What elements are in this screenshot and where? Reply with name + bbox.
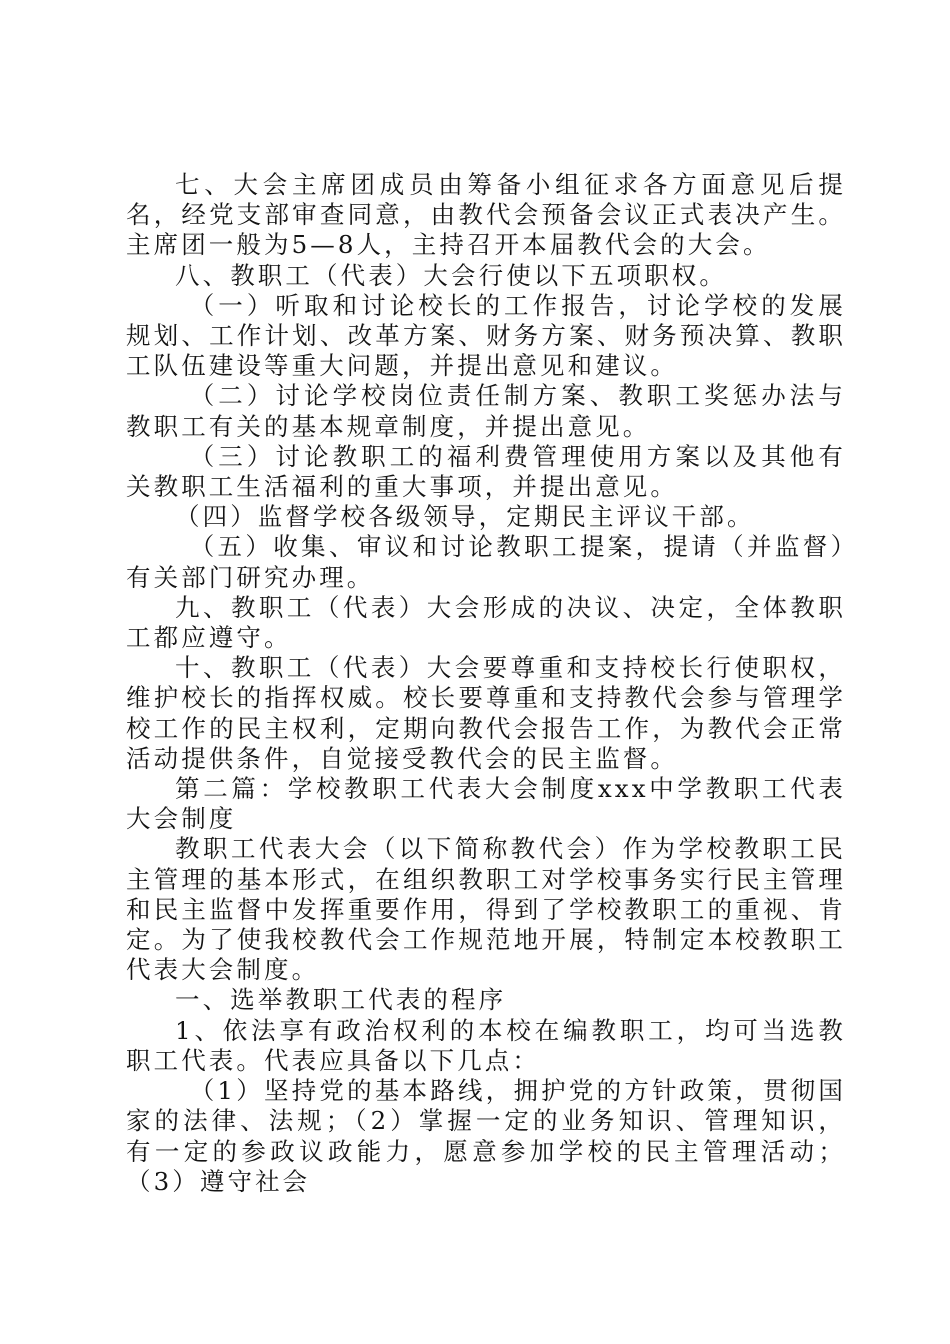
paragraph-election-criteria: （1）坚持党的基本路线，拥护党的方针政策，贯彻国家的法律、法规；（2）掌握一定的业务知识、管理知识，有一定的参政议政能力，愿意参加学校的民主管理活动；（3）遵守社会 (126, 1076, 846, 1196)
section-heading-part-two: 第二篇：学校教职工代表大会制度xxx中学教职工代表大会制度 (126, 774, 846, 834)
paragraph-election-1: 1、依法享有政治权利的本校在编教职工，均可当选教职工代表。代表应具备以下几点： (126, 1015, 846, 1075)
paragraph-seven: 七、大会主席团成员由筹备小组征求各方面意见后提名，经党支部审查同意，由教代会预备会议正式表决产生。主席团一般为5—8人，主持召开本届教代会的大会。 (126, 170, 846, 260)
paragraph-eight-item-3: （三）讨论教职工的福利费管理使用方案以及其他有关教职工生活福利的重大事项，并提出意见。 (126, 441, 846, 502)
paragraph-ten: 十、教职工（代表）大会要尊重和支持校长行使职权，维护校长的指挥权威。校长要尊重和支持教代会参与管理学校工作的民主权利，定期向教代会报告工作，为教代会正常活动提供条件，自觉接受教代会的民主监督。 (126, 653, 846, 773)
paragraph-election-heading: 一、选举教职工代表的程序 (175, 985, 507, 1015)
paragraph-nine: 九、教职工（代表）大会形成的决议、决定，全体教职工都应遵守。 (126, 592, 846, 653)
paragraph-eight-item-4: （四）监督学校各级领导，定期民主评议干部。 (175, 502, 755, 532)
paragraph-eight: 八、教职工（代表）大会行使以下五项职权。 (175, 260, 727, 290)
paragraph-eight-item-1: （一）听取和讨论校长的工作报告，讨论学校的发展规划、工作计划、改革方案、财务方案、财务预决算、教职工队伍建设等重大问题，并提出意见和建议。 (126, 290, 846, 381)
paragraph-eight-item-5: （五）收集、审议和讨论教职工提案，提请（并监督）有关部门研究办理。 (126, 532, 846, 592)
paragraph-intro: 教职工代表大会（以下简称教代会）作为学校教职工民主管理的基本形式，在组织教职工对学校事务实行民主管理和民主监督中发挥重要作用，得到了学校教职工的重视、肯定。为了使我校教代会工作规范地开展，特制定本校教职工代表大会制度。 (126, 834, 846, 985)
paragraph-eight-item-2: （二）讨论学校岗位责任制方案、教职工奖惩办法与教职工有关的基本规章制度，并提出意见。 (126, 381, 846, 441)
document-body (126, 170, 846, 1197)
